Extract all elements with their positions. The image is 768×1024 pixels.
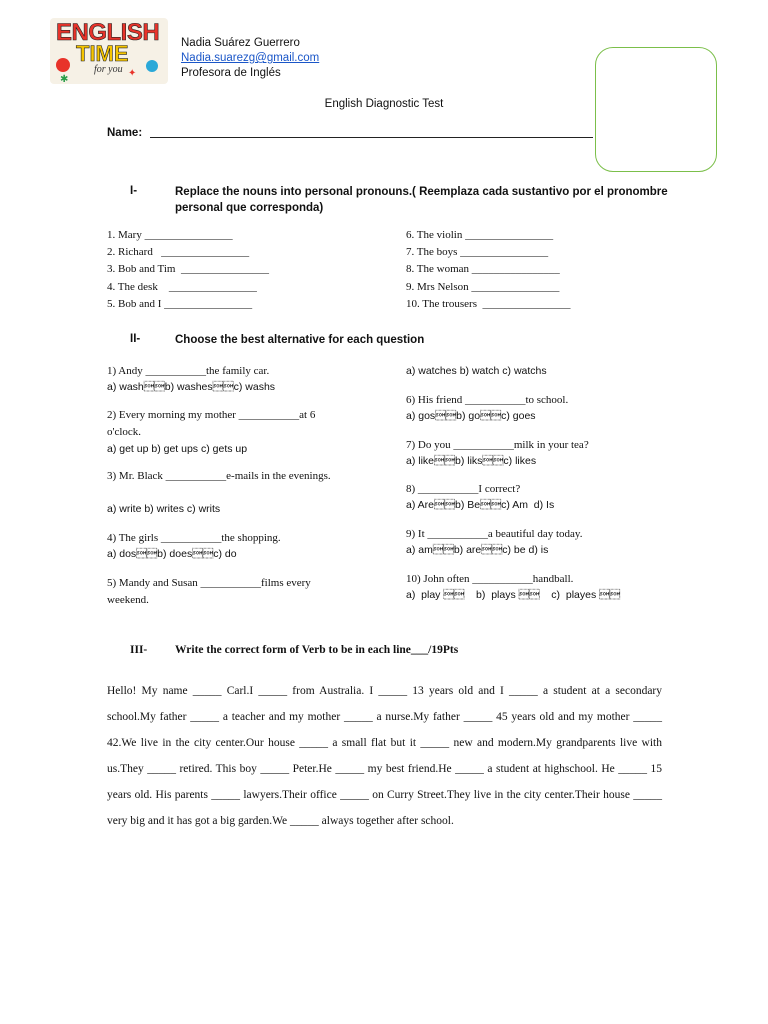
question-7-options: a) likeb) liksc) likes xyxy=(406,455,537,467)
question-3: 3) Mr. Black ___________e-mails in the evenings. xyxy=(107,470,331,482)
question-2: 2) Every morning my mother ___________at 6 o'clock. xyxy=(107,409,316,438)
heart-decoration-icon xyxy=(56,58,70,72)
name-label: Name: xyxy=(107,127,143,139)
list-item: 7. The boys ________________ xyxy=(406,246,549,258)
question-1-options: a) washb) washesc) washs xyxy=(107,381,276,393)
teacher-email-link[interactable]: Nadia.suarezg@gmail.com xyxy=(181,52,320,64)
question-1: 1) Andy ___________the family car. xyxy=(107,365,270,377)
list-item: 2. Richard ________________ xyxy=(107,246,250,258)
list-item: 6. The violin ________________ xyxy=(406,229,554,241)
fill-in-paragraph: Hello! My name _____ Carl.I _____ from Australia. I _____ 13 years old and I _____ a student at a secondary school.My father _____ a teacher and my mother _____ a nurse.My father _____ 45 years old and my mother _____ 42.We live in the city center.Our house _____ a small flat but it _____ new and modern.My grandparents live with us.They _____ retired. This boy _____ Peter.He _____ my best friend.He _____ a student at highschool. He _____ 15 years old. His parents _____ lawyers.Their office _____ on Curry Street.They live in the city center.Their house _____ very big and it has got a big garden.We _____ always together after school. xyxy=(107,685,662,827)
logo-text-time: TIME xyxy=(76,41,129,66)
list-item: 3. Bob and Tim ________________ xyxy=(107,263,269,275)
question-4-options: a) dosb) doesc) do xyxy=(107,548,237,560)
section2-number: II- xyxy=(130,333,141,345)
circle-decoration-icon xyxy=(146,60,158,72)
page-title: English Diagnostic Test xyxy=(324,98,444,110)
question-6-options: a) gosb) goc) goes xyxy=(406,410,536,422)
question-10: 10) John often ___________handball. xyxy=(406,573,574,585)
question-5: 5) Mandy and Susan ___________films every weekend. xyxy=(107,577,311,606)
sparkle-decoration-icon: ✦ xyxy=(128,68,137,79)
list-item: 4. The desk ________________ xyxy=(107,281,257,293)
list-item: 8. The woman ________________ xyxy=(406,263,560,275)
question-8: 8) ___________I correct? xyxy=(406,483,521,495)
logo xyxy=(50,18,168,84)
teacher-name: Nadia Suárez Guerrero xyxy=(181,37,300,49)
logo-text-for-you: for you xyxy=(94,64,123,75)
teacher-role: Profesora de Inglés xyxy=(181,67,281,79)
star-decoration-icon: ✱ xyxy=(60,74,69,84)
question-3-options: a) write b) writes c) writs xyxy=(107,503,221,515)
section2-instruction: Choose the best alternative for each question xyxy=(175,334,425,346)
question-5-options: a) watches b) watch c) watchs xyxy=(406,365,547,377)
question-10-options: a) play  b) plays  c) playes  xyxy=(406,589,621,601)
list-item: 9. Mrs Nelson ________________ xyxy=(406,281,560,293)
section3-number: III- xyxy=(130,644,148,656)
question-2-options: a) get up b) get ups c) gets up xyxy=(107,443,248,455)
question-8-options: a) Areb) Bec) Am d) Is xyxy=(406,499,555,511)
list-item: 1. Mary ________________ xyxy=(107,229,233,241)
question-7: 7) Do you ___________milk in your tea? xyxy=(406,439,589,451)
section3-instruction: Write the correct form of Verb to be in each line___/19Pts xyxy=(175,644,459,656)
list-item: 5. Bob and I ________________ xyxy=(107,298,253,310)
section1-number: I- xyxy=(130,185,138,197)
section1-instruction: Replace the nouns into personal pronouns.( Reemplaza cada sustantivo por el pronombre personal que corresponda) xyxy=(175,186,668,214)
question-9: 9) It ___________a beautiful day today. xyxy=(406,528,583,540)
question-9-options: a) amb) arec) be d) is xyxy=(406,544,549,556)
list-item: 10. The trousers ________________ xyxy=(406,298,571,310)
question-6: 6) His friend ___________to school. xyxy=(406,394,569,406)
logo-text-english: ENGLISH xyxy=(56,19,160,46)
question-4: 4) The girls ___________the shopping. xyxy=(107,532,281,544)
name-field[interactable] xyxy=(150,137,593,138)
